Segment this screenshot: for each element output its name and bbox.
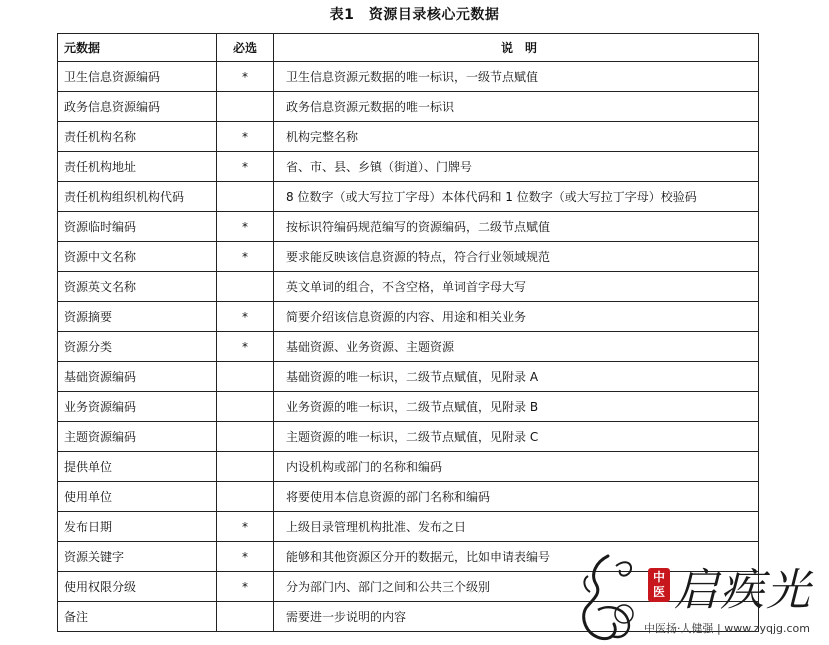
table-title: 表1 资源目录核心元数据 — [329, 7, 500, 23]
cell-name: 提供单位 — [58, 452, 217, 482]
cell-description: 内设机构或部门的名称和编码 — [274, 452, 759, 482]
cell-required — [217, 482, 274, 512]
cell-description: 能够和其他资源区分开的数据元，比如申请表编号 — [274, 542, 759, 572]
watermark-slogan: 中医扬·人健强 | www.zyqjg.com — [644, 622, 810, 635]
table-row — [58, 62, 759, 92]
table-row — [58, 422, 759, 452]
cell-description: 将要使用本信息资源的部门名称和编码 — [274, 482, 759, 512]
cell-description: 基础资源的唯一标识，二级节点赋值，见附录 A — [274, 362, 759, 392]
cell-description: 要求能反映该信息资源的特点，符合行业领域规范 — [274, 242, 759, 272]
cell-description: 英文单词的组合，不含空格，单词首字母大写 — [274, 272, 759, 302]
cell-name: 责任机构地址 — [58, 152, 217, 182]
cell-description: 分为部门内、部门之间和公共三个级别 — [274, 572, 759, 602]
table-row — [58, 152, 759, 182]
cell-name: 使用权限分级 — [58, 572, 217, 602]
cell-required: * — [217, 212, 274, 242]
cell-description: 需要进一步说明的内容 — [274, 602, 759, 632]
table-row — [58, 272, 759, 302]
cell-name: 责任机构组织机构代码 — [58, 182, 217, 212]
cell-required: * — [217, 332, 274, 362]
cell-required: * — [217, 512, 274, 542]
cell-required: * — [217, 302, 274, 332]
cell-description: 上级目录管理机构批准、发布之日 — [274, 512, 759, 542]
cell-name: 业务资源编码 — [58, 392, 217, 422]
cell-required — [217, 452, 274, 482]
cell-name: 备注 — [58, 602, 217, 632]
cell-required: * — [217, 62, 274, 92]
table-row — [58, 332, 759, 362]
cell-required: * — [217, 122, 274, 152]
table-body — [58, 62, 759, 632]
cell-name: 发布日期 — [58, 512, 217, 542]
cell-name: 基础资源编码 — [58, 362, 217, 392]
cell-name: 资源摘要 — [58, 302, 217, 332]
table-row — [58, 482, 759, 512]
table-header — [58, 34, 759, 62]
header-description: 说 明 — [274, 34, 759, 62]
cell-description: 业务资源的唯一标识，二级节点赋值，见附录 B — [274, 392, 759, 422]
cell-description: 主题资源的唯一标识，二级节点赋值，见附录 C — [274, 422, 759, 452]
cell-name: 卫生信息资源编码 — [58, 62, 217, 92]
cell-name: 责任机构名称 — [58, 122, 217, 152]
cell-name: 使用单位 — [58, 482, 217, 512]
cell-description: 简要介绍该信息资源的内容、用途和相关业务 — [274, 302, 759, 332]
cell-description: 基础资源、业务资源、主题资源 — [274, 332, 759, 362]
table-row — [58, 182, 759, 212]
table-row — [58, 302, 759, 332]
cell-required — [217, 362, 274, 392]
table-row — [58, 122, 759, 152]
cell-required — [217, 272, 274, 302]
cell-required: * — [217, 542, 274, 572]
table-row — [58, 452, 759, 482]
cell-name: 资源英文名称 — [58, 272, 217, 302]
table-row — [58, 392, 759, 422]
cell-description: 政务信息资源元数据的唯一标识 — [274, 92, 759, 122]
cell-name: 资源关键字 — [58, 542, 217, 572]
cell-description: 按标识符编码规范编写的资源编码，二级节点赋值 — [274, 212, 759, 242]
cell-required: * — [217, 152, 274, 182]
table-row — [58, 92, 759, 122]
cell-required: * — [217, 242, 274, 272]
cell-required — [217, 602, 274, 632]
header-row — [58, 34, 759, 62]
header-required: 必选 — [217, 34, 274, 62]
cell-description: 卫生信息资源元数据的唯一标识，一级节点赋值 — [274, 62, 759, 92]
seal-text: 中医 — [652, 570, 665, 599]
table-row — [58, 242, 759, 272]
header-name: 元数据 — [58, 34, 217, 62]
table-row — [58, 512, 759, 542]
metadata-table — [57, 33, 759, 632]
cell-name: 资源临时编码 — [58, 212, 217, 242]
cell-description: 机构完整名称 — [274, 122, 759, 152]
cell-required — [217, 422, 274, 452]
watermark-name: 启疾光 — [674, 565, 812, 616]
cell-description: 8 位数字（或大写拉丁字母）本体代码和 1 位数字（或大写拉丁字母）校验码 — [274, 182, 759, 212]
cell-required — [217, 182, 274, 212]
cell-required: * — [217, 572, 274, 602]
cell-name: 资源分类 — [58, 332, 217, 362]
table-row — [58, 362, 759, 392]
cell-name: 资源中文名称 — [58, 242, 217, 272]
cell-description: 省、市、县、乡镇（街道）、门牌号 — [274, 152, 759, 182]
cell-required — [217, 92, 274, 122]
watermark — [578, 548, 828, 645]
cell-name: 政务信息资源编码 — [58, 92, 217, 122]
cell-required — [217, 392, 274, 422]
table-row — [58, 212, 759, 242]
cell-name: 主题资源编码 — [58, 422, 217, 452]
